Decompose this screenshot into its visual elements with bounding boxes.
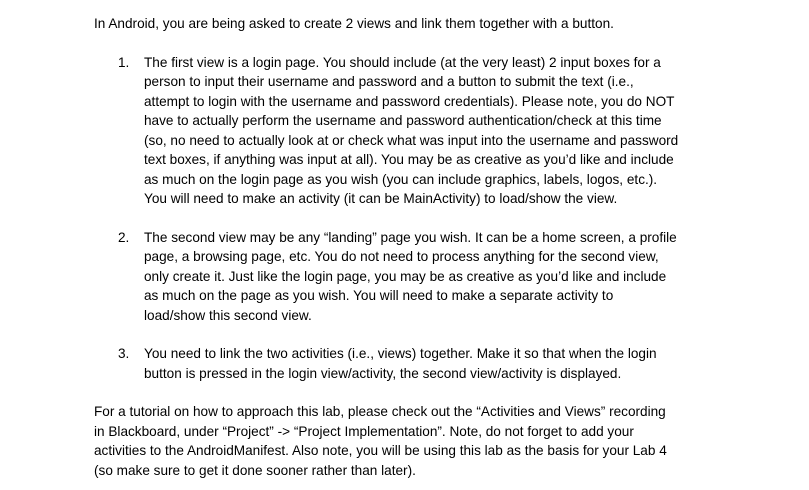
document-body: [94, 14, 734, 480]
text-line: The second view may be any “landing” page you wish. It can be a home screen, a profile: [144, 229, 677, 245]
text-line: You will need to make an activity (it can be MainActivity) to load/show the view.: [144, 191, 618, 206]
outro-paragraph: [94, 402, 734, 480]
text-line: page, a browsing page, etc. You do not need to process anything for the second view,: [144, 249, 659, 264]
text-line: The first view is a login page. You should include (at the very least) 2 input boxes for a: [144, 54, 661, 70]
list-item: [94, 53, 734, 209]
text-line: text boxes, if anything was input at all). You may be as creative as you’d like and include: [144, 152, 674, 167]
text-line: person to input their username and password and a button to submit the text (i.e.,: [144, 74, 634, 89]
text-line: (so make sure to get it done sooner rather than later).: [94, 462, 416, 478]
intro-paragraph: In Android, you are being asked to create 2 views and link them together with a button.: [94, 16, 614, 31]
list-item-number: 1.: [118, 54, 130, 70]
text-line: only create it. Just like the login page, you may be as creative as you’d like and include: [144, 268, 667, 284]
text-line: button is pressed in the login view/activity, the second view/activity is displayed.: [144, 365, 622, 381]
text-line: (so, no need to actually look at or check what was input into the username and password: [144, 132, 679, 148]
list-item: [94, 228, 734, 326]
text-line: as much on the login page as you wish (you can include graphics, labels, logos, etc.).: [144, 171, 658, 187]
instruction-list: [94, 53, 734, 384]
text-line: as much on the page as you wish. You will need to make a separate activity to: [144, 288, 614, 303]
list-item: [94, 344, 734, 383]
text-line: For a tutorial on how to approach this lab, please check out the “Activities and Views” recording: [94, 404, 666, 419]
text-line: in Blackboard, under “Project” -> “Project Implementation”. Note, do not forget to add your: [94, 423, 634, 439]
list-item-number: 3.: [118, 346, 130, 361]
list-item-number: 2.: [118, 229, 130, 245]
text-line: have to actually perform the username and password authentication/check at this time: [144, 113, 662, 128]
text-line: activities to the AndroidManifest. Also note, you will be using this lab as the basis for your Lab 4: [94, 443, 667, 458]
text-line: load/show this second view.: [144, 307, 312, 323]
text-line: You need to link the two activities (i.e., views) together. Make it so that when the login: [144, 346, 657, 361]
text-line: attempt to login with the username and password credentials). Please note, you do NOT: [144, 93, 675, 109]
